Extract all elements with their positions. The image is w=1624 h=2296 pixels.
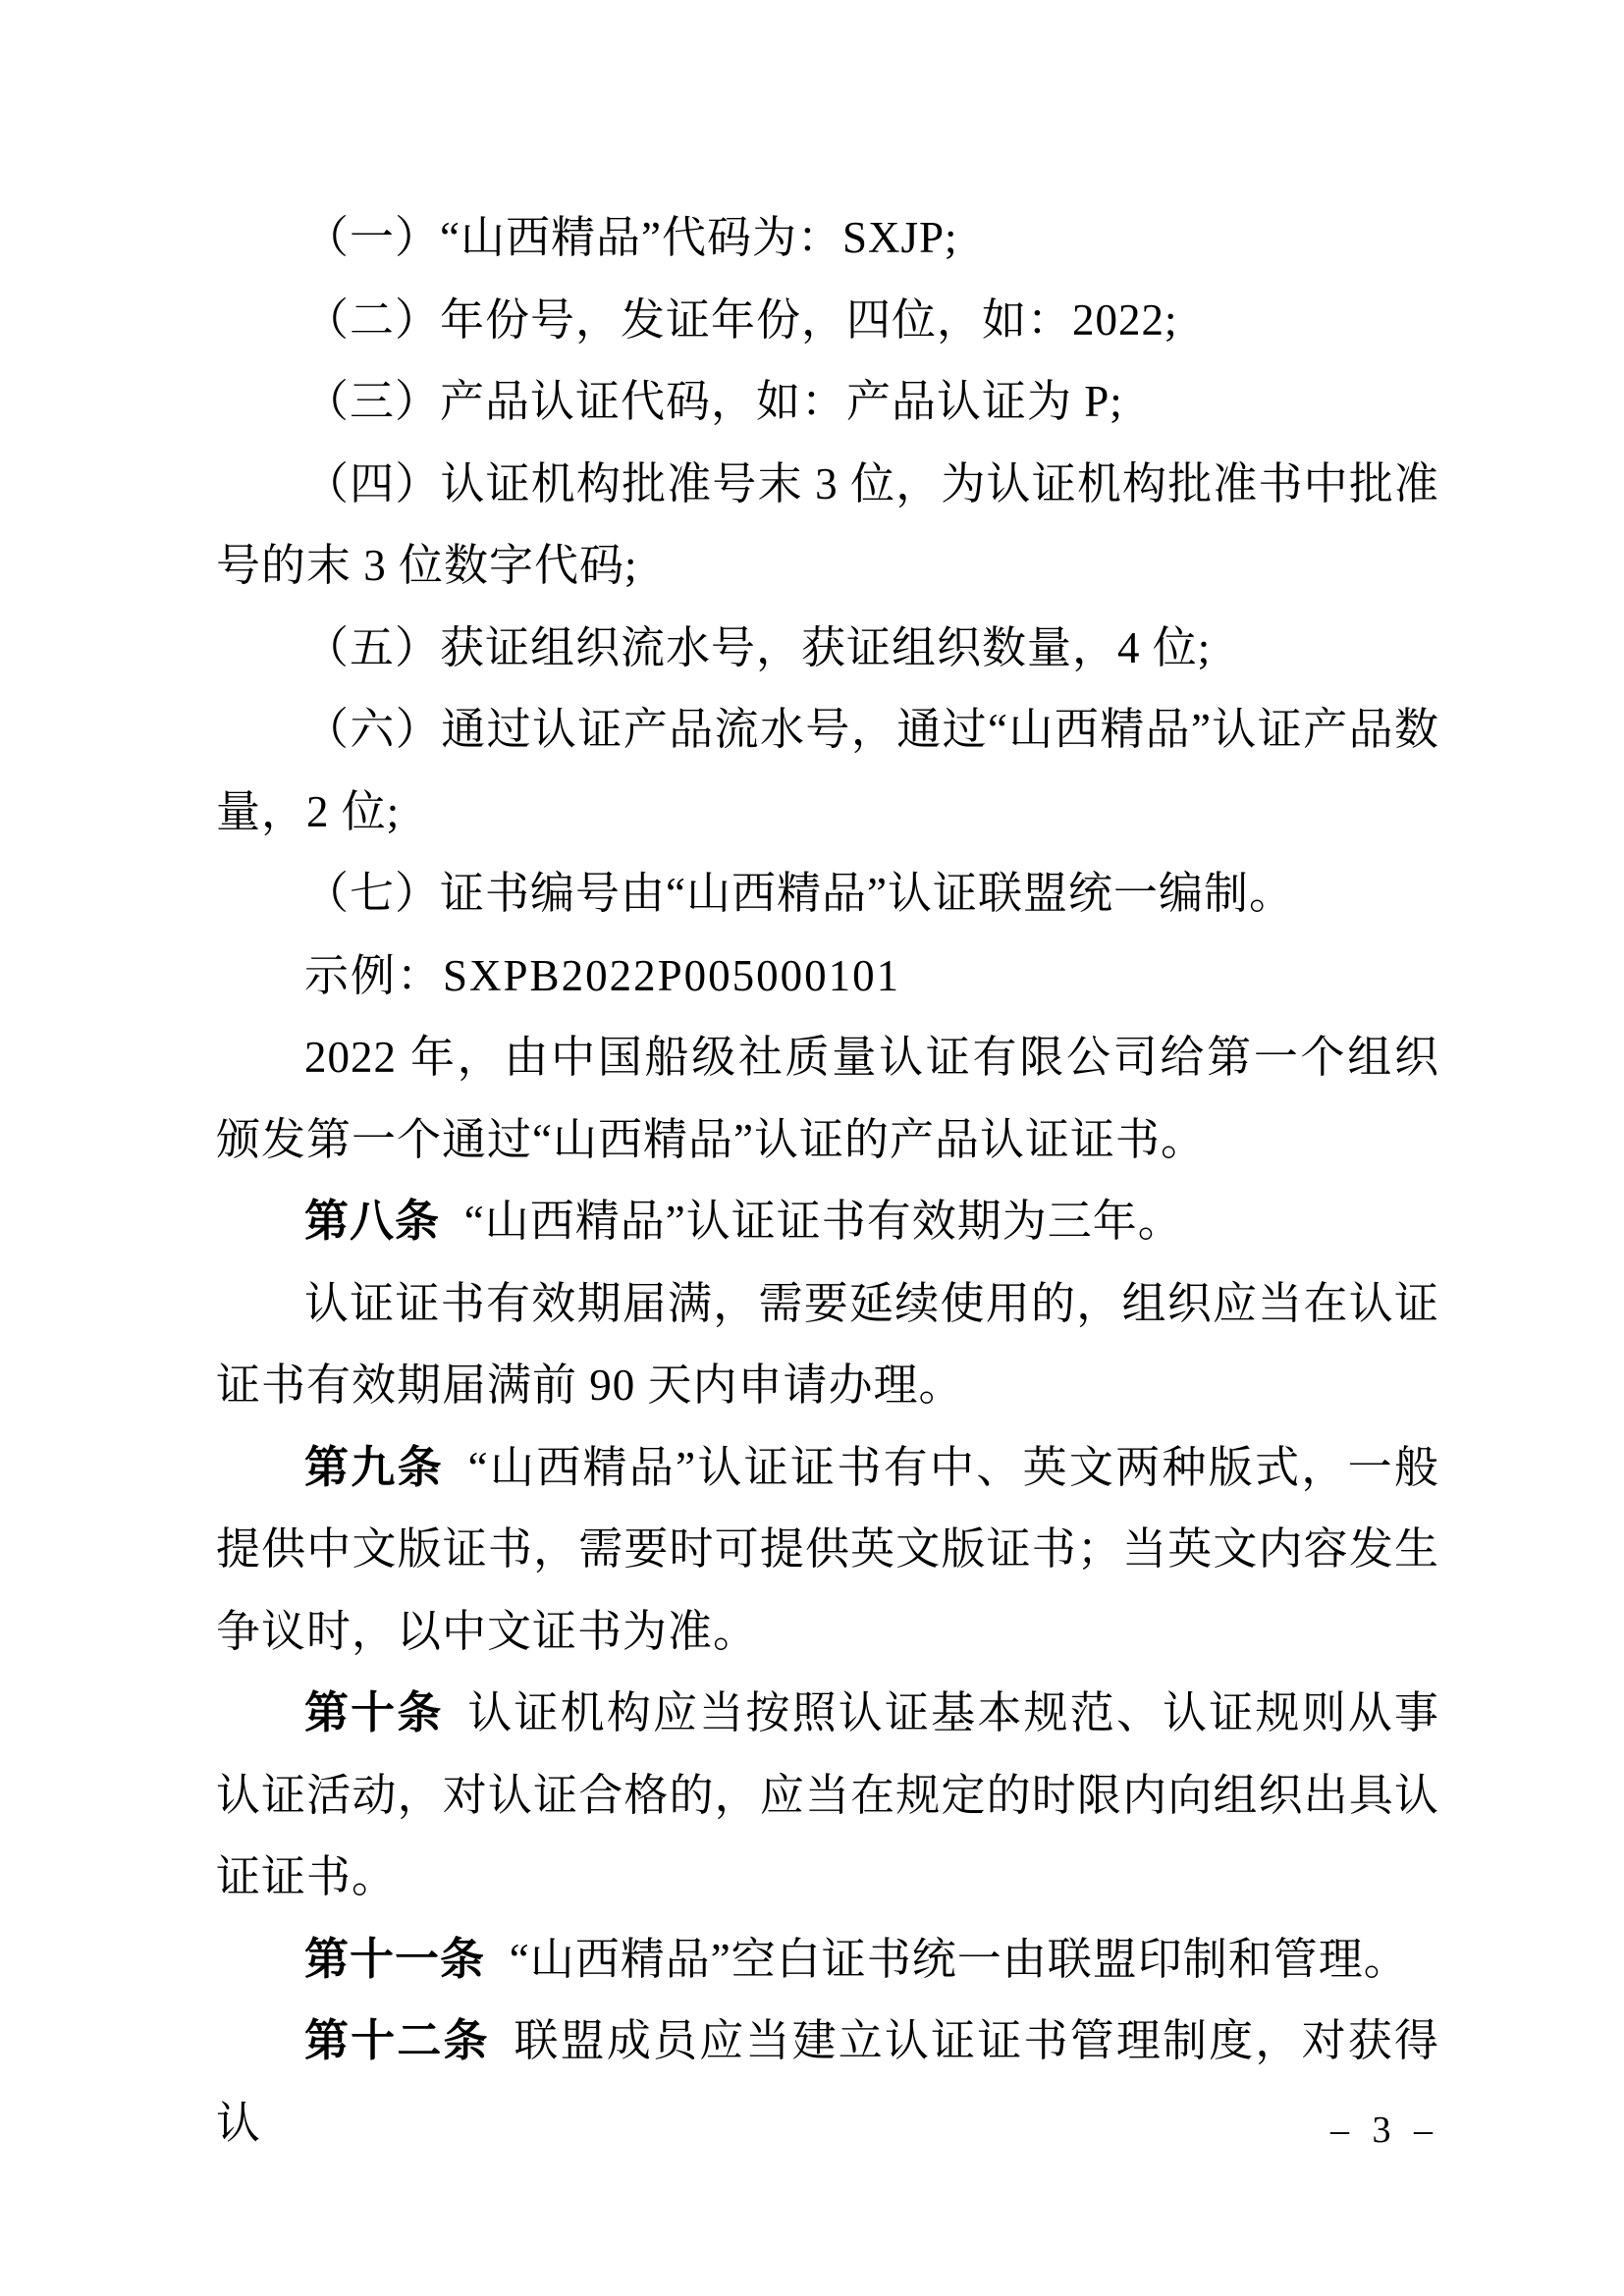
numbered-item-4-text: （四）认证机构批准号末 3 位，为认证机构批准书中批准号的末 3 位数字代码;: [216, 458, 1439, 590]
article-9-number: 第九条: [304, 1442, 444, 1492]
article-10-number: 第十条: [304, 1688, 444, 1737]
issuance-paragraph-text: 2022 年，由中国船级社质量认证有限公司给第一个组织颁发第一个通过“山西精品”认证的产品认证证书。: [216, 1033, 1439, 1164]
renewal-paragraph-text: 认证证书有效期届满，需要延续使用的，组织应当在认证证书有效期届满前 90 天内申请办理。: [216, 1278, 1439, 1410]
renewal-paragraph: [216, 1263, 1439, 1427]
numbered-item-6-text: （六）通过认证产品流水号，通过“山西精品”认证产品数量，2 位;: [216, 705, 1439, 836]
article-12-text: 联盟成员应当建立认证证书管理制度，对获得认: [216, 2016, 1439, 2148]
example-code-line: [216, 935, 1439, 1018]
article-11-text: “山西精品”空白证书统一由联盟印制和管理。: [509, 1934, 1409, 1984]
numbered-item-2: [216, 280, 1439, 362]
numbered-item-3: [216, 361, 1439, 444]
article-9-text: “山西精品”认证证书有中、英文两种版式，一般提供中文版证书，需要时可提供英文版证书；当英文内容发生争议时，以中文证书为准。: [216, 1442, 1439, 1656]
numbered-item-1-text: （一）“山西精品”代码为：SXJP;: [304, 213, 958, 262]
example-code-text: 示例：SXPB2022P005000101: [304, 950, 901, 1000]
numbered-item-2-text: （二）年份号，发证年份，四位，如：2022;: [304, 294, 1178, 345]
article-8: [216, 1181, 1439, 1263]
article-11-number: 第十一条: [304, 1934, 486, 1984]
article-11: [216, 1919, 1439, 2002]
article-12-number: 第十二条: [304, 2016, 490, 2065]
numbered-item-5: [216, 608, 1439, 690]
numbered-item-6: [216, 689, 1439, 853]
page-number: – 3 –: [1330, 2109, 1433, 2151]
article-9: [216, 1427, 1439, 1674]
article-10: [216, 1673, 1439, 1919]
numbered-item-4: [216, 444, 1439, 608]
document-body: [216, 197, 1439, 2164]
numbered-item-3-text: （三）产品认证代码，如：产品认证为 P;: [304, 377, 1123, 426]
issuance-paragraph: [216, 1017, 1439, 1181]
article-12: [216, 2001, 1439, 2164]
numbered-item-7: [216, 853, 1439, 935]
numbered-item-7-text: （七）证书编号由“山西精品”认证联盟统一编制。: [304, 869, 1294, 918]
article-8-number: 第八条: [304, 1197, 441, 1246]
numbered-item-1: [216, 197, 1439, 280]
article-8-text: “山西精品”认证证书有效期为三年。: [463, 1197, 1183, 1246]
numbered-item-5-text: （五）获证组织流水号，获证组织数量，4 位;: [304, 622, 1212, 672]
article-10-text: 认证机构应当按照认证基本规范、认证规则从事认证活动，对认证合格的，应当在规定的时限内向组织出具认证证书。: [216, 1688, 1439, 1901]
